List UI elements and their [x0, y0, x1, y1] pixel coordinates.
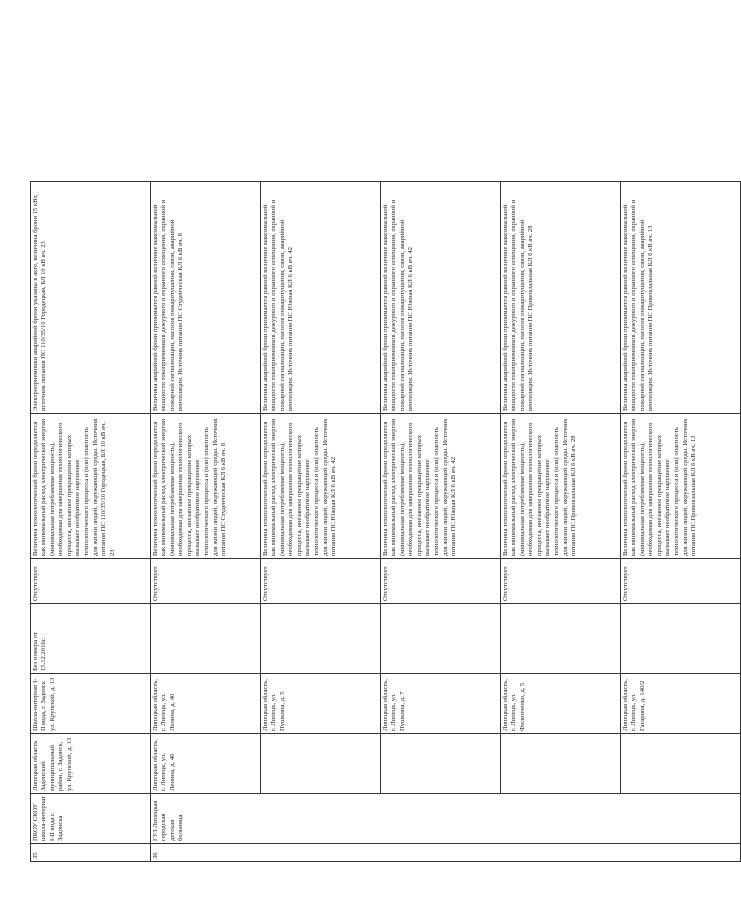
table-row [380, 182, 500, 862]
tech-reserve-cell: Величина технологической брони определяется как минимальный расход электрической энергии (минимальная потребляемая мощность), необходимая для завершения технологического процесса, внезапное прекращение которых вызывает необратимое нарушение технологического процесса и (или) опасность для жизни людей, окружающей среды. Источник питания ПС 110/35/10 Городецкая, БЛ 10 кВ яч. 23 [30, 414, 150, 559]
emergency-reserve-cell: Электроприемники аварийной брони указаны в акте, величина брони 15 кВт, источник питания ПС 110/35/10 Городецкая, БЛ 10 кВ яч. 23 [30, 182, 150, 414]
district-cell [620, 734, 740, 794]
status-cell: Отсутствует [150, 559, 260, 604]
tech-reserve-cell: Величина технологической брони определяется как минимальный расход электрической энергии (минимальная потребляемая мощность), необходимая для завершения технологического процесса, внезапное прекращение которых вызывает необратимое нарушение технологического процесса и (или) опасность для жизни людей, окружающей среды. Источник питания ПС Южная КЛ 6 кВ яч. 42 [260, 414, 380, 559]
tech-reserve-cell: Величина технологической брони определяется как минимальный расход электрической энергии (минимальная потребляемая мощность), необходимая для завершения технологического процесса, внезапное прекращение которых вызывает необратимое нарушение технологического процесса и (или) опасность для жизни людей, окружающей среды. Источник питания ПС Привокзальная КЛ 6 кВ яч. 28 [500, 414, 620, 559]
emergency-reserve-cell: Величина аварийной брони принимается равной величине максимальной мощности токоприемников дежурного и охранного освещения, охранной и пожарной сигнализации, насосов пожаротушения, связи, аварийной вентиляции. Источник питания ПС Южная КЛ 6 кВ яч. 42 [260, 182, 380, 414]
rotated-table-frame [30, 182, 698, 862]
district-cell [260, 734, 380, 794]
table-row [150, 182, 260, 862]
status-cell: Отсутствует [30, 559, 150, 604]
status-cell: Отсутствует [620, 559, 740, 604]
address-cell: Липецкая область, г. Липецк, ул. Ленина, д. 40 [150, 674, 260, 734]
status-cell: Отсутствует [500, 559, 620, 604]
address-cell: Липецкая область, г. Липецк, ул. Пушкина, д. 5 [260, 674, 380, 734]
reservation-table [30, 181, 741, 862]
emergency-reserve-cell: Величина аварийной брони принимается равной величине максимальной мощности токоприемников дежурного и охранного освещения, охранной и пожарной сигнализации, насосов пожаротушения, связи, аварийной вентиляции. Источник питания ПС Привокзальная КЛ 6 кВ яч. 13 [620, 182, 740, 414]
address-cell: Школа-интернат I-II вида, г. Задонск ул. Крупской, д. 13 [30, 674, 150, 734]
document-cell [620, 604, 740, 674]
status-cell: Отсутствует [380, 559, 500, 604]
document-cell [260, 604, 380, 674]
document-cell [500, 604, 620, 674]
organization-cell: ГУЗ Липецкая городская детская больница [150, 794, 740, 844]
row-number: 36 [150, 844, 740, 862]
address-cell: Липецкая область, г. Липецк, ул. Пушкина, д. 7 [380, 674, 500, 734]
address-cell: Липецкая область, г. Липецк, ул. Гагарина, д. 140/2 [620, 674, 740, 734]
district-cell [500, 734, 620, 794]
row-number: 35 [30, 844, 150, 862]
document-cell [150, 604, 260, 674]
tech-reserve-cell: Величина технологической брони определяется как минимальный расход электрической энергии (минимальная потребляемая мощность), необходимая для завершения технологического процесса, внезапное прекращение которых вызывает необратимое нарушение технологического процесса и (или) опасность для жизни людей, окружающей среды. Источник питания ПС Южная КЛ 6 кВ яч. 42 [380, 414, 500, 559]
district-cell [380, 734, 500, 794]
status-cell: Отсутствует [260, 559, 380, 604]
address-cell: Липецкая область, г. Липецк, ул. Филипченко, д. 5 [500, 674, 620, 734]
document-cell: Без номера от 15.12.2016г. [30, 604, 150, 674]
tech-reserve-cell: Величина технологической брони определяется как минимальный расход электрической энергии (минимальная потребляемая мощность), необходимая для завершения технологического процесса, внезапное прекращение которых вызывает необратимое нарушение технологического процесса и (или) опасность для жизни людей, окружающей среды. Источник питания ПС Привокзальная КЛ 6 кВ яч. 13 [620, 414, 740, 559]
tech-reserve-cell: Величина технологической брони определяется как минимальный расход электрической энергии (минимальная потребляемая мощность), необходимая для завершения технологического процесса, внезапное прекращение которых вызывает необратимое нарушение технологического процесса и (или) опасность для жизни людей, окружающей среды. Источник питания ПС Студенческая КЛ 6 кВ яч. 8 [150, 414, 260, 559]
emergency-reserve-cell: Величина аварийной брони принимается равной величине максимальной мощности токоприемников дежурного и охранного освещения, охранной и пожарной сигнализации, насосов пожаротушения, связи, аварийной вентиляции. Источник питания ПС Студенческая КЛ 6 кВ яч. 8 [150, 182, 260, 414]
district-cell: Липецкая область, г. Липецк, ул. Ленина, д. 40 [150, 734, 260, 794]
emergency-reserve-cell: Величина аварийной брони принимается равной величине максимальной мощности токоприемников дежурного и охранного освещения, охранной и пожарной сигнализации, насосов пожаротушения, связи, аварийной вентиляции. Источник питания ПС Привокзальная КЛ 6 кВ яч. 28 [500, 182, 620, 414]
table-row [30, 182, 150, 862]
organization-cell: ПКОУ СКОУ школа-интернат I-II вида г. Задонска [30, 794, 150, 844]
document-cell [380, 604, 500, 674]
table-row [620, 182, 740, 862]
table-row [260, 182, 380, 862]
district-cell: Липецкая область Задонский муниципальный район, г. Задонск, ул. Крупской, д. 13 [30, 734, 150, 794]
table-row [500, 182, 620, 862]
emergency-reserve-cell: Величина аварийной брони принимается равной величине максимальной мощности токоприемников дежурного и охранного освещения, охранной и пожарной сигнализации, насосов пожаротушения, связи, аварийной вентиляции. Источник питания ПС Южная КЛ 6 кВ яч. 42 [380, 182, 500, 414]
